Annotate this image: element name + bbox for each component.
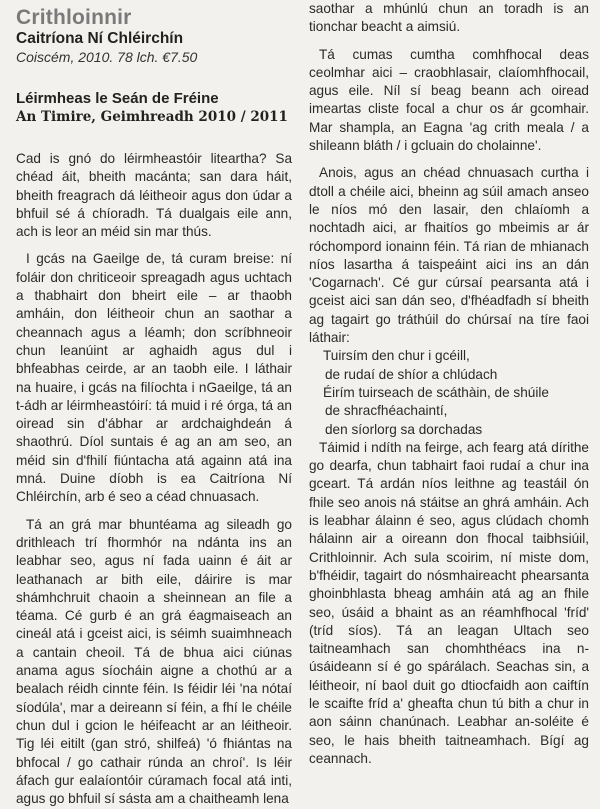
paragraph: Táimid i ndíth na feirge, ach fearg atá dírithe go dearfa, chun tabhairt faoi rudaí a chur ina gceart. Tá ardán níos leithne ag teastáil ón fhile seo anois ná stáitse an ghrá amháin. Ach is leabhar álainn é seo, agus clúdach chomh hálainn air a oireann don fhocal taibhsiúil, Crithloinnir. Ach sula scoirim, ní miste dom, b'fhéidir, tagairt do nósmhaireacht phearsanta ghoinbhlasta bheag amháin atá ag an fhile seo, úsáid a bhaint as an réamhfhocal 'fríd' (tríd síos). Tá an leagan Ultach seo taitneamhach san chomhthéacs ina n-úsáideann sí é go spárálach. Seachas sin, a léitheoir, ní baol duit go dtiocfaidh aon caiftín le scaifte fríd a' gheafta chun tú bith a chur in aon sáinn chanúnach. Leabhar an-soléite é seo, le hais bheith taitneamhach. Bígí ag ceannach. xyxy=(309,439,589,766)
paragraph: Tá cumas cumtha comhfhocal deas ceolmhar aici – craobhlasair, claíomhfhocail, agus eile. Níl sí beag beann ach oiread imeartas cliste focal a chur os ár gcomhair. Mar shampla, an Eagna 'ag crith meala / a shileann bláth / i gcluain do cholainne'. xyxy=(309,46,589,154)
review-byline: Léirmheas le Seán de Fréine xyxy=(16,90,219,107)
paragraph: saothar a mhúnlú chun an toradh is an tionchar beacht a aimsiú. xyxy=(309,1,589,35)
verse-line: de rudaí de shíor a chlúdach xyxy=(325,366,498,382)
verse-line: Tuirsím den chur i gcéill, xyxy=(323,348,470,364)
paragraph: I gcás na Gaeilge de, tá curam breise: ní foláir don chriticeoir spreagadh agus uchtach a thabhairt don bheirt eile – ar thaobh amháin, don léitheoir chun an saothar a cheannach agus a léamh; don scríbhneoir chun leanúint ar aghaidh agus dul i bhfeabhas ceirde, ar an taobh eile. I láthair na huaire, i gcás na filíochta i nGaeilge, tá an t-ádh ar léirmheastóirí: tá muid i ré órga, tá an oiread sin d'ábhar ar ardchaighdeán á shaothrú. Díol suntais é ag an am seo, an méid sin d'fhilí fiúntacha atá againn atá ina mná. Duine díobh is ea Caitríona Ní Chléirchín, arb é seo a céad chnuasach. xyxy=(16,251,292,505)
verse-line: den síorlorg sa dorchadas xyxy=(325,421,483,437)
right-column xyxy=(309,0,589,768)
left-body xyxy=(16,150,292,808)
book-publication-info: Coiscém, 2010. 78 lch. €7.50 xyxy=(16,49,198,65)
verse-line: de shracfhéachaintí, xyxy=(325,403,448,419)
review-source: An Timire, Geimhreadh 2010 / 2011 xyxy=(16,109,288,125)
poem-excerpt xyxy=(309,347,589,438)
right-body-1 xyxy=(309,0,589,347)
left-column xyxy=(16,0,292,808)
paragraph: Cad is gnó do léirmheastóir liteartha? Sa chéad áit, bheith macánta; san dara háit, bheith freagrach dá léitheoir agus don údar a bhfuil sé á chíoradh. Tá dualgais eile ann, ach is leor an méid sin mar thús. xyxy=(16,151,292,240)
book-author: Caitríona Ní Chléirchín xyxy=(16,30,184,47)
paragraph: Tá an grá mar bhuntéama ag sileadh go drithleach trí fhormhór na ndánta ins an leabhar seo, agus ní fada uainn é áit ar leathanach ar bith eile, dáirire is mar shámhchruit chaoin a sheinnean an file a téama. Cé gurb é an grá éagmaiseach an cineál atá i gceist aici, is séimh suaimhneach a cantain cheoil. Tá de bhua aici ciúnas anama agus síocháin aigne a chothú ar a bealach réidh cinnte féin. Is féidir léi 'na nótaí síodúla', mar a deireann sí féin, a fhí le chéile chun dul i gcion le héifeacht ar an léitheoir. Tig léi eitilt (gan stró, shilfeá) 'ó fhiántas na bhfocal / go cathair rúnda an chroí'. Is léir áfach gur ealaíontóir cúramach focal atá inti, agus go bhfuil sí sásta am a chaitheamh lena xyxy=(16,516,292,807)
right-body-2 xyxy=(309,439,589,768)
paragraph: Anois, agus an chéad chnuasach curtha i dtoll a chéile aici, bheinn ag súil amach anseo le níos mó den lasair, den chlaíomh a nochtadh aici, ar fhaitíos go mbeimis ar ár róchompord ionainn féin. Tá rian de mhianach níos lasartha á taispeáint aici ins an dán 'Cogarnach'. Cé gur cúrsaí pearsanta atá i gceist aici san dán seo, d'fhéadfadh sí bheith ag tagairt go tráthúil do chúrsaí na tíre faoi láthair: xyxy=(309,165,589,346)
verse-line: Éirím tuirseach de scáthàin, de shúile xyxy=(323,384,549,400)
book-title: Crithloinnir xyxy=(16,6,132,29)
